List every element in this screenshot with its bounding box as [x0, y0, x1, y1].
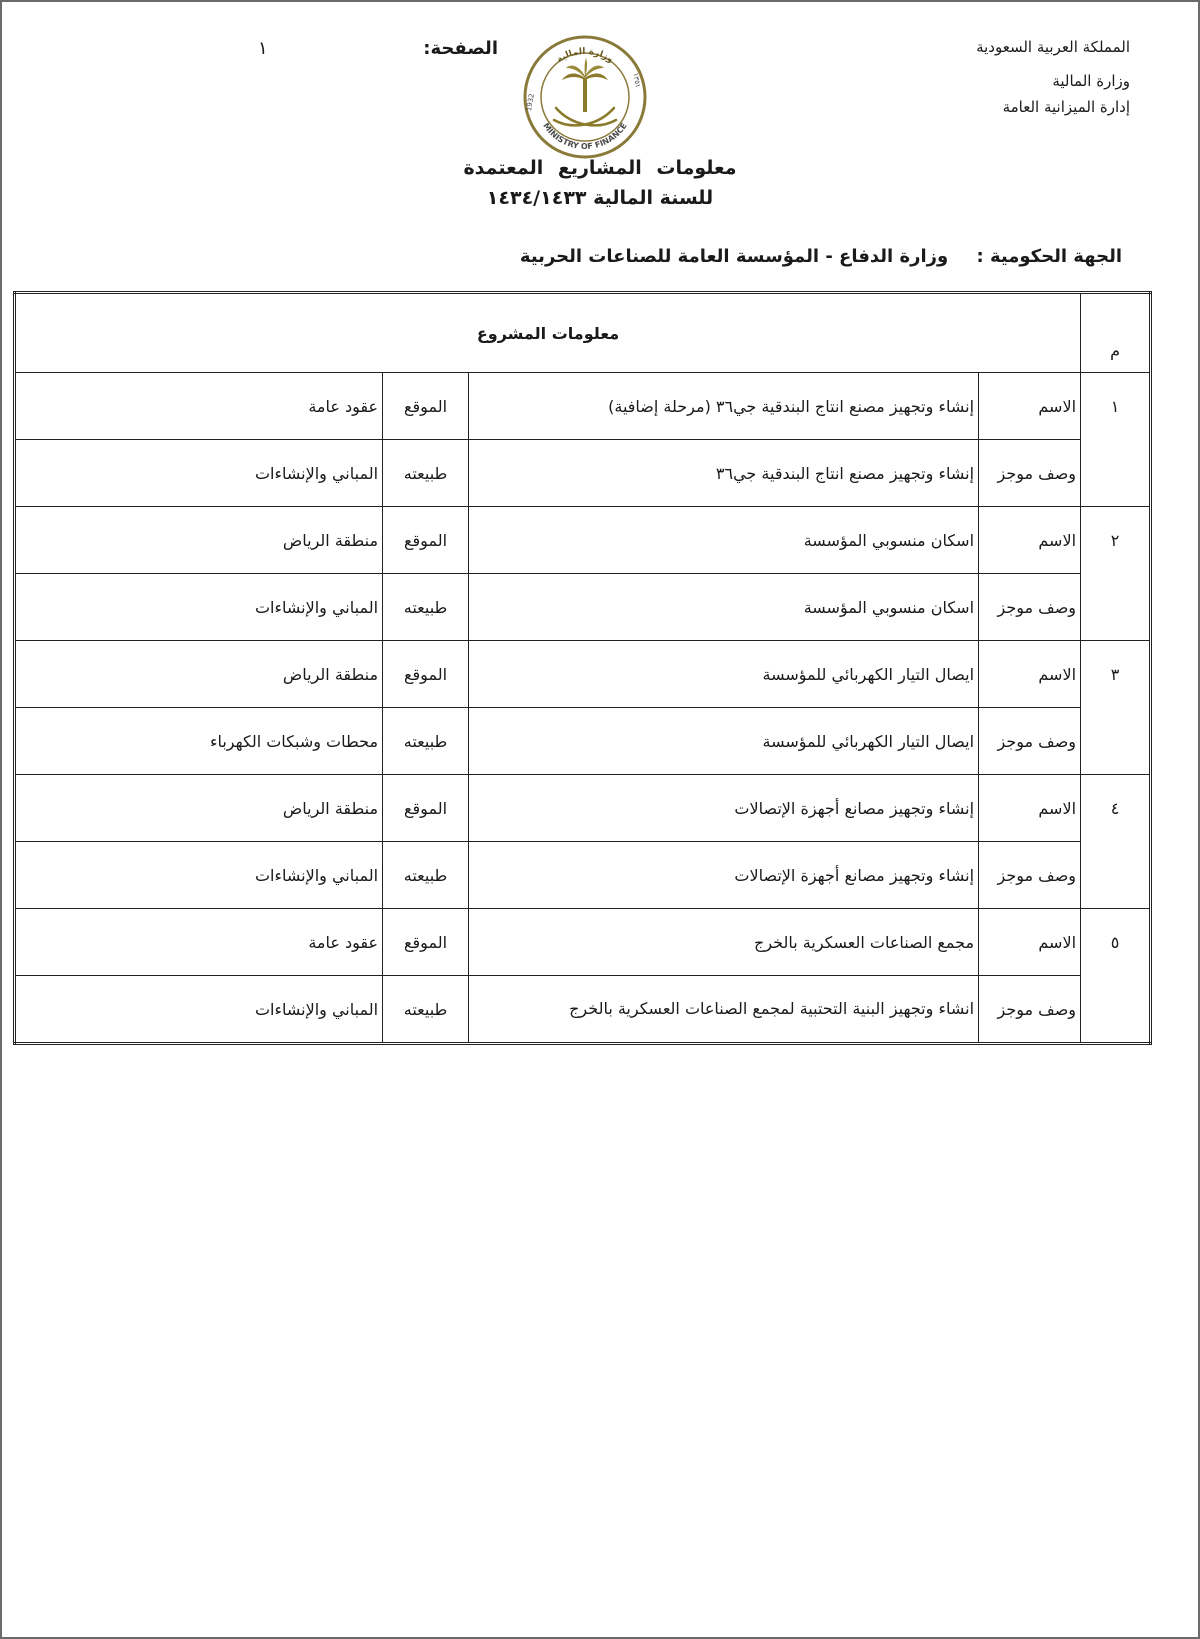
table-row: [15, 641, 1151, 708]
table-row: [15, 373, 1151, 440]
nature-label: طبيعته: [383, 574, 469, 641]
kingdom-name: المملكة العربية السعودية: [976, 38, 1130, 56]
project-name: إنشاء وتجهيز مصنع انتاج البندقية جي٣٦ (مرحلة إضافية): [469, 373, 979, 440]
desc-label: وصف موجز: [979, 574, 1081, 641]
project-name: ايصال التيار الكهربائي للمؤسسة: [469, 641, 979, 708]
entity-label: الجهة الحكومية :: [976, 246, 1122, 267]
nature-label: طبيعته: [383, 976, 469, 1044]
ministry-name: وزارة المالية: [1052, 72, 1130, 90]
project-location: عقود عامة: [15, 909, 383, 976]
desc-label: وصف موجز: [979, 976, 1081, 1044]
ministry-seal-logo: [522, 34, 648, 160]
project-name: إنشاء وتجهيز مصانع أجهزة الإتصالات: [469, 775, 979, 842]
seal-year-left: 1932: [524, 92, 536, 112]
seal-arabic-text: وزارة المالية: [554, 46, 616, 66]
page-number: ١: [258, 38, 268, 59]
table-row: [15, 909, 1151, 976]
table-row: [15, 574, 1151, 641]
table-row: [15, 440, 1151, 507]
government-entity: [520, 246, 1122, 267]
page-label: الصفحة:: [423, 38, 498, 59]
name-label: الاسم: [979, 775, 1081, 842]
location-label: الموقع: [383, 775, 469, 842]
table-header-row: [15, 293, 1151, 373]
project-nature: المباني والإنشاءات: [15, 842, 383, 909]
nature-label: طبيعته: [383, 708, 469, 775]
seal-english-text: MINISTRY OF FINANCE: [541, 121, 629, 152]
project-desc: ايصال التيار الكهربائي للمؤسسة: [469, 708, 979, 775]
project-desc: اسكان منسوبي المؤسسة: [469, 574, 979, 641]
header-title: معلومات المشروع: [15, 293, 1081, 373]
table-row: [15, 976, 1151, 1044]
table-row: [15, 775, 1151, 842]
project-name: اسكان منسوبي المؤسسة: [469, 507, 979, 574]
name-label: الاسم: [979, 641, 1081, 708]
location-label: الموقع: [383, 641, 469, 708]
seal-year-right: ١٣٥١: [631, 72, 642, 89]
table-row: [15, 842, 1151, 909]
project-desc: انشاء وتجهيز البنية التحتبية لمجمع الصناعات العسكرية بالخرج: [469, 976, 979, 1044]
issuer-block: [870, 34, 1130, 120]
project-location: منطقة الرياض: [15, 507, 383, 574]
title-line-1: معلومات المشاريع المعتمدة: [463, 157, 737, 179]
row-number: ٥: [1081, 909, 1151, 1044]
name-label: الاسم: [979, 507, 1081, 574]
row-number: ١: [1081, 373, 1151, 507]
table-row: [15, 507, 1151, 574]
header-num: م: [1081, 293, 1151, 373]
project-desc: إنشاء وتجهيز مصنع انتاج البندقية جي٣٦: [469, 440, 979, 507]
project-location: منطقة الرياض: [15, 775, 383, 842]
project-location: عقود عامة: [15, 373, 383, 440]
entity-value: وزارة الدفاع - المؤسسة العامة للصناعات الحربية: [519, 246, 949, 267]
nature-label: طبيعته: [383, 842, 469, 909]
project-nature: المباني والإنشاءات: [15, 976, 383, 1044]
row-number: ٤: [1081, 775, 1151, 909]
projects-table: [13, 291, 1152, 1045]
document-title: [400, 153, 800, 213]
location-label: الموقع: [383, 909, 469, 976]
project-name: مجمع الصناعات العسكرية بالخرج: [469, 909, 979, 976]
project-nature: محطات وشبكات الكهرباء: [15, 708, 383, 775]
title-line-2: للسنة المالية ١٤٣٤/١٤٣٣: [486, 187, 714, 209]
nature-label: طبيعته: [383, 440, 469, 507]
name-label: الاسم: [979, 373, 1081, 440]
desc-label: وصف موجز: [979, 440, 1081, 507]
project-nature: المباني والإنشاءات: [15, 440, 383, 507]
desc-label: وصف موجز: [979, 842, 1081, 909]
palm-tree-icon: [562, 58, 608, 112]
row-number: ٣: [1081, 641, 1151, 775]
row-number: ٢: [1081, 507, 1151, 641]
location-label: الموقع: [383, 373, 469, 440]
desc-label: وصف موجز: [979, 708, 1081, 775]
project-nature: المباني والإنشاءات: [15, 574, 383, 641]
department-name: إدارة الميزانية العامة: [1002, 98, 1130, 116]
project-location: منطقة الرياض: [15, 641, 383, 708]
project-desc: إنشاء وتجهيز مصانع أجهزة الإتصالات: [469, 842, 979, 909]
location-label: الموقع: [383, 507, 469, 574]
table-row: [15, 708, 1151, 775]
name-label: الاسم: [979, 909, 1081, 976]
